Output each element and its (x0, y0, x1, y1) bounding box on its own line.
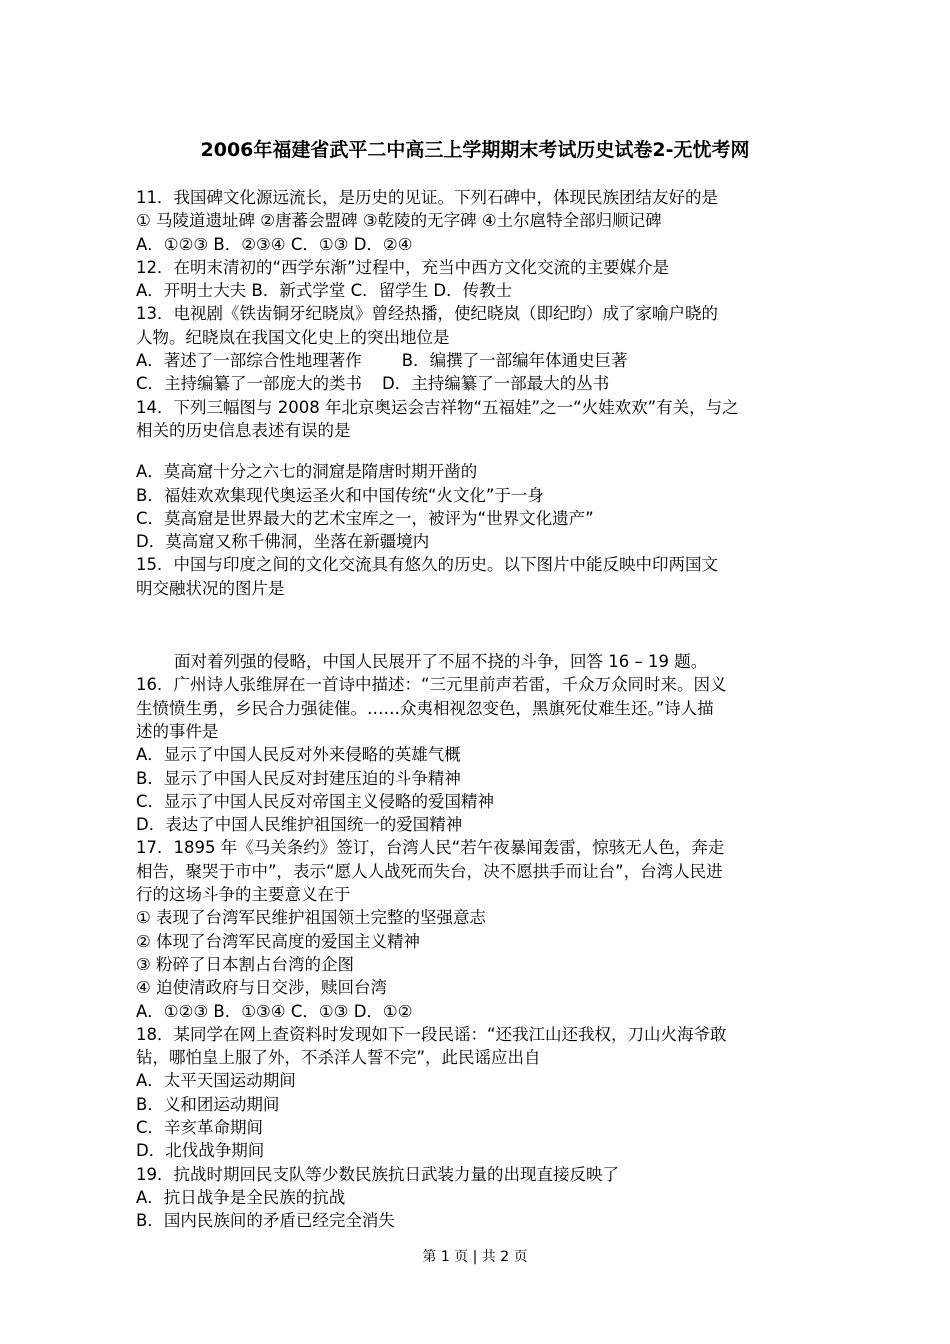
q16-option-c: C．显示了中国人民反对帝国主义侵略的爱国精神 (136, 791, 495, 811)
q12-options: A．开明士大夫 B．新式学堂 C．留学生 D．传教士 (136, 281, 513, 301)
q17-item-2: ② 体现了台湾军民高度的爱国主义精神 (136, 931, 421, 951)
image-placeholder-gap (136, 600, 826, 650)
q11-items: ① 马陵道遗址碑 ②唐蕃会盟碑 ③乾陵的无字碑 ④土尔扈特全部归顺记碑 (136, 211, 662, 231)
q13-option-c: C．主持编纂了一部庞大的类书 (136, 374, 363, 394)
q15-stem-line2: 明交融状况的图片是 (136, 578, 285, 598)
q17-stem-line2: 相告，聚哭于市中”，表示“愿人人战死而失台，决不愿拱手而让台”，台湾人民进 (136, 861, 723, 881)
q17-stem-line1: 17．1895 年《马关条约》签订，台湾人民“若午夜暴闻轰雷，惊骇无人色，奔走 (136, 838, 725, 858)
q13-option-b: B．编撰了一部编年体通史巨著 (401, 351, 628, 371)
q16-option-b: B．显示了中国人民反对封建压迫的斗争精神 (136, 768, 461, 788)
q18-stem-line1: 18．某同学在网上查资料时发现如下一段民谣：“还我江山还我权，刀山火海爷敢 (136, 1024, 727, 1044)
q13-option-d: D．主持编纂了一部最大的丛书 (382, 374, 610, 394)
q17-item-3: ③ 粉碎了日本割占台湾的企图 (136, 954, 355, 974)
q14-option-d: D．莫高窟又称千佛洞，坐落在新疆境内 (136, 532, 430, 552)
q18-option-d: D．北伐战争期间 (136, 1141, 265, 1161)
q13-stem-line1: 13．电视剧《铁齿铜牙纪晓岚》曾经热播，使纪晓岚（即纪昀）成了家喻户晓的 (136, 304, 718, 324)
q16-option-a: A．显示了中国人民反对外来侵略的英雄气概 (136, 745, 461, 765)
page-footer: 第 1 页 | 共 2 页 (422, 1249, 528, 1265)
q19-option-b: B．国内民族间的矛盾已经完全消失 (136, 1211, 395, 1231)
q13-options-ab (136, 349, 826, 372)
q16-option-d: D．表达了中国人民维护祖国统一的爱国精神 (136, 815, 463, 835)
q18-option-a: A．太平天国运动期间 (136, 1071, 296, 1091)
q14-option-a: A．莫高窟十分之六七的洞窟是隋唐时期开凿的 (136, 462, 478, 482)
q17-stem-line3: 行的这场斗争的主要意义在于 (136, 885, 351, 905)
q14-stem-line2: 相关的历史信息表述有误的是 (136, 420, 351, 440)
q19-option-a: A．抗日战争是全民族的抗战 (136, 1187, 346, 1207)
image-placeholder-gap (136, 442, 826, 460)
q14-stem-line1: 14．下列三幅图与 2008 年北京奥运会吉祥物“五福娃”之一“火娃欢欢”有关，与之 (136, 397, 739, 417)
q13-stem-line2: 人物。纪晓岚在我国文化史上的突出地位是 (136, 327, 450, 347)
q15-stem-line1: 15．中国与印度之间的文化交流具有悠久的历史。以下图片中能反映中印两国文 (136, 555, 718, 575)
section-intro: 面对着列强的侵略，中国人民展开了不屈不挠的斗争，回答 16 – 19 题。 (174, 652, 708, 672)
q14-option-c: C．莫高窟是世界最大的艺术宝库之一，被评为“世界文化遗产” (136, 508, 594, 528)
page-title: 2006年福建省武平二中高三上学期期末考试历史试卷2-无忧考网 (200, 139, 750, 161)
q16-stem-line1: 16．广州诗人张维屏在一首诗中描述：“三元里前声若雷，千众万众同时来。因义 (136, 675, 727, 695)
q17-item-4: ④ 迫使清政府与日交涉，赎回台湾 (136, 978, 388, 998)
q18-option-c: C．辛亥革命期间 (136, 1117, 264, 1137)
q17-options: A．①②③ B．①③④ C．①③ D．①② (136, 1001, 413, 1021)
q13-option-a: A．著述了一部综合性地理著作 (136, 351, 362, 371)
q17-item-1: ① 表现了台湾军民维护祖国领土完整的坚强意志 (136, 908, 487, 928)
q12-stem: 12．在明末清初的“西学东渐”过程中，充当中西方文化交流的主要媒介是 (136, 257, 670, 277)
q14-option-b: B．福娃欢欢集现代奥运圣火和中国传统“火文化”于一身 (136, 485, 544, 505)
q18-option-b: B．义和团运动期间 (136, 1094, 280, 1114)
q18-stem-line2: 钻，哪怕皇上服了外，不杀洋人誓不完”，此民谣应出自 (136, 1048, 541, 1068)
q11-options: A．①②③ B．②③④ C．①③ D．②④ (136, 234, 413, 254)
question-body (136, 186, 826, 1232)
q16-stem-line2: 生愤愤生勇，乡民合力强徒催。……众夷相视忽变色，黑旗死仗难生还。”诗人描 (136, 698, 714, 718)
q13-options-cd (136, 372, 826, 395)
q11-stem: 11．我国碑文化源远流长，是历史的见证。下列石碑中，体现民族团结友好的是 (136, 188, 718, 207)
q19-stem: 19．抗战时期回民支队等少数民族抗日武装力量的出现直接反映了 (136, 1164, 619, 1184)
q16-stem-line3: 述的事件是 (136, 721, 219, 741)
